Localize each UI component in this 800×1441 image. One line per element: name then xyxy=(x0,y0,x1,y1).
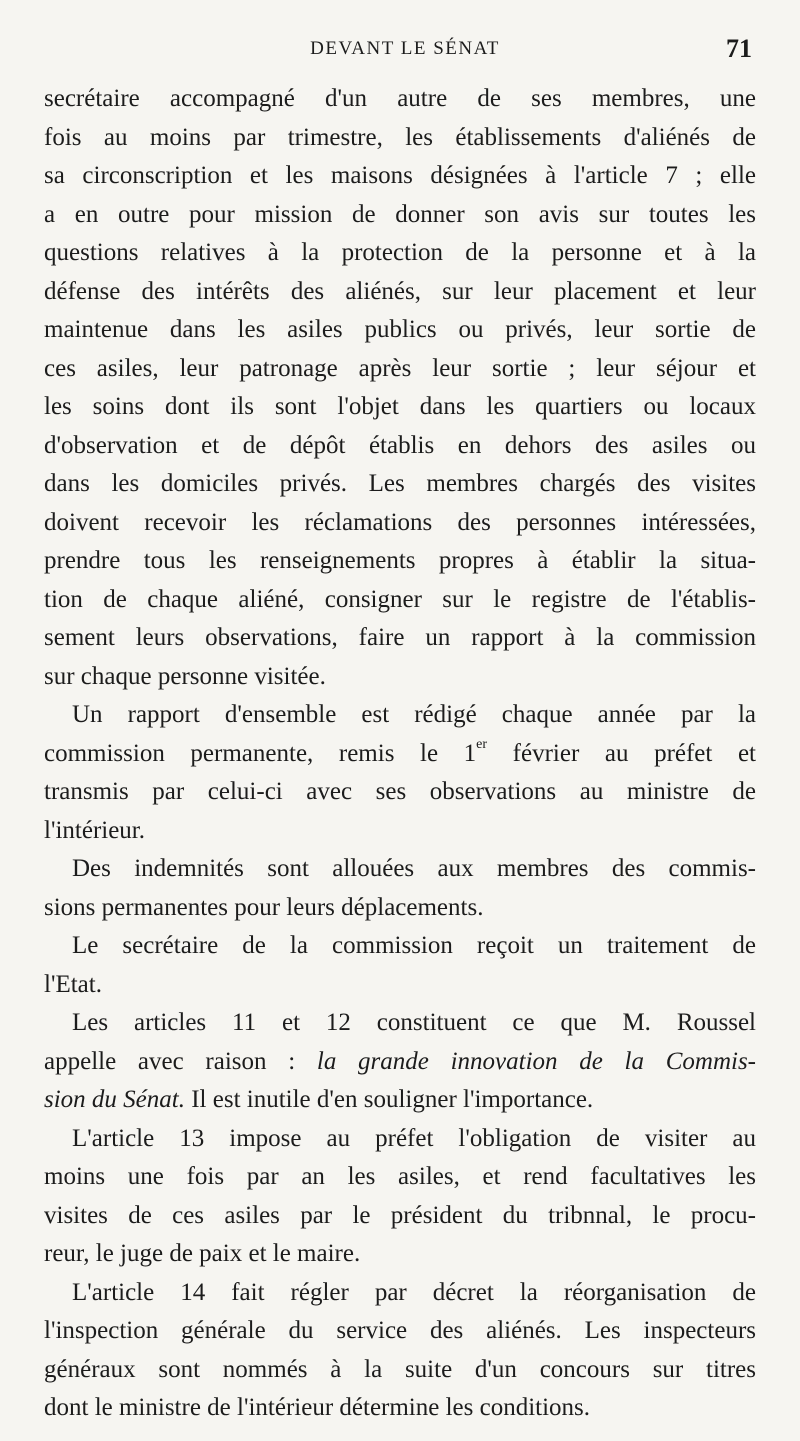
text-line: l'Etat. xyxy=(44,970,102,998)
text-line: sions permanentes pour leurs déplacements. xyxy=(44,893,484,921)
text-line: prendre tous les renseignements propres à établir la situa- xyxy=(44,547,756,574)
text-segment: Il est inutile d'en souligner l'importance. xyxy=(184,1086,594,1113)
page-number: 71 xyxy=(726,34,752,63)
text-line: doivent recevoir les réclamations des personnes intéressées, xyxy=(44,508,756,536)
text-line: sement leurs observations, faire un rapport à la commission xyxy=(44,624,756,651)
paragraph-start: L'article 14 fait régler par décret la réorganisation de xyxy=(72,1278,756,1306)
text-line: généraux sont nommés à la suite d'un concours sur titres xyxy=(44,1355,756,1383)
running-head: DEVANT LE SÉNAT xyxy=(310,38,500,59)
text-segment: février au préfet et xyxy=(487,739,756,767)
text-line: les soins dont ils sont l'objet dans les quartiers ou locaux xyxy=(44,393,756,420)
paragraph-start: Des indemnités sont allouées aux membres des commis- xyxy=(72,855,756,882)
text-line xyxy=(44,1081,756,1120)
text-line: transmis par celui-ci avec ses observations au ministre de xyxy=(44,778,756,805)
italic-quote: sion du Sénat. xyxy=(44,1086,185,1113)
text-line xyxy=(44,1043,756,1082)
text-line: maintenue dans les asiles publics ou privés, leur sortie de xyxy=(44,316,756,343)
text-line: dans les domiciles privés. Les membres chargés des visites xyxy=(44,470,756,497)
paragraph-start: Les articles 11 et 12 constituent ce que M. Roussel xyxy=(72,1009,756,1036)
text-line: visites de ces asiles par le président du tribnnal, le procu- xyxy=(44,1201,756,1229)
text-line: secrétaire accompagné d'un autre de ses membres, une xyxy=(44,85,756,112)
text-line: a en outre pour mission de donner son avis sur toutes les xyxy=(44,200,756,228)
body-text xyxy=(44,80,756,1428)
text-line: tion de chaque aliéné, consigner sur le registre de l'établis- xyxy=(44,585,756,613)
text-line: questions relatives à la protection de la personne et à la xyxy=(44,239,756,266)
text-line: défense des intérêts des aliénés, sur leur placement et leur xyxy=(44,277,756,305)
text-line: reur, le juge de paix et le maire. xyxy=(44,1240,361,1267)
text-line: moins une fois par an les asiles, et rend facultatives les xyxy=(44,1163,756,1190)
italic-quote: la grande innovation de la Commis- xyxy=(316,1047,757,1075)
text-line: sur chaque personne visitée. xyxy=(44,662,326,690)
paragraph-start: Le secrétaire de la commission reçoit un traitement de xyxy=(72,932,756,959)
paragraph-start: L'article 13 impose au préfet l'obligation de visiter au xyxy=(72,1124,756,1152)
text-line: ces asiles, leur patronage après leur sortie ; leur séjour et xyxy=(44,354,756,382)
superscript: er xyxy=(476,736,488,752)
text-segment: commission permanente, remis le 1 xyxy=(44,739,477,767)
text-line: d'observation et de dépôt établis en dehors des asiles ou xyxy=(44,431,756,459)
page-header xyxy=(44,34,756,68)
text-line: l'inspection générale du service des aliénés. Les inspecteurs xyxy=(44,1317,756,1344)
text-line xyxy=(44,735,756,774)
paragraph-start: Un rapport d'ensemble est rédigé chaque année par la xyxy=(72,701,756,728)
text-line: fois au moins par trimestre, les établissements d'aliénés de xyxy=(44,123,756,151)
text-line: sa circonscription et les maisons désignées à l'article 7 ; elle xyxy=(44,162,756,189)
text-line: dont le ministre de l'intérieur détermine les conditions. xyxy=(44,1394,591,1421)
text-segment: appelle avec raison : xyxy=(44,1047,317,1075)
text-line: l'intérieur. xyxy=(44,816,146,844)
